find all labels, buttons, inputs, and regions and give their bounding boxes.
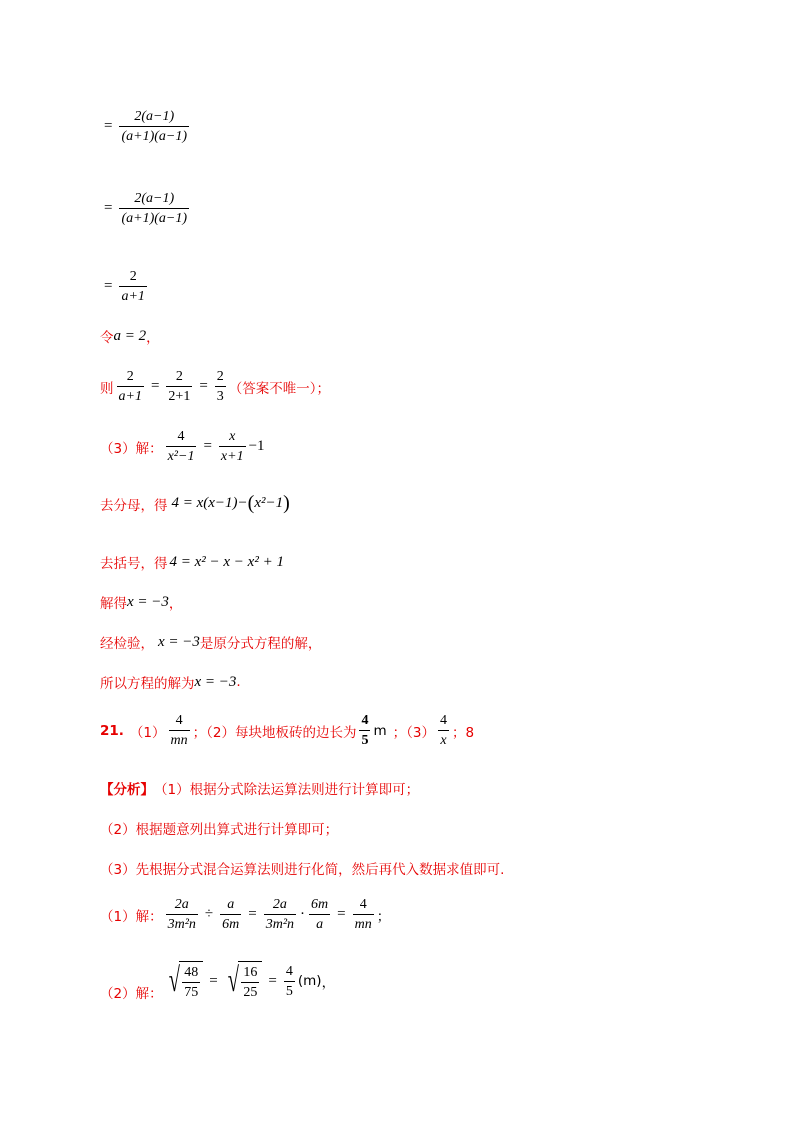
solution-1-line: （1）解： $\frac{2a}{\text{3m²n}}$ ÷ $\frac{a}{6m}$ = $\frac{2a}{\text{3m²n}}$ · $\frac{6m}{a}$ = $\frac{4}{mn}$ ； — [100, 897, 391, 932]
fraction: $\frac{6m}{a}$ — [311, 897, 329, 932]
then-line: 则 $\frac{2}{a+1}$ = $\frac{2}{2+1}$ = $\frac{2}{3}$ （答案不唯一）； — [100, 369, 331, 404]
fraction: $\frac{2}{3}$ — [216, 369, 224, 404]
step-line-3 — [100, 268, 150, 305]
fraction: $\frac{4}{mn}$ — [354, 897, 372, 932]
fraction: $\frac{2(a-1)}{(a+1)(a-1)}$ — [121, 109, 188, 144]
analysis-tag: 【分析】 — [100, 782, 154, 798]
fraction: $\frac{4}{mn}$ — [170, 713, 188, 748]
analysis-line-2: （2）根据题意列出算式进行计算即可； — [100, 822, 339, 838]
step-solve: 解得 x = −3 ， — [100, 593, 183, 612]
step-line-2 — [100, 190, 192, 227]
equals-sign: = — [104, 278, 113, 294]
step-remove-denominator: 去分母，得 4 = x(x−1)− ( x²−1 ) — [100, 492, 290, 514]
fraction: $\frac{4}{5}$ — [285, 963, 293, 999]
step-verify: 经检验， x = −3 是原分式方程的解， — [100, 633, 322, 652]
fraction: $\frac{2a}{\text{3m²n}}$ — [265, 897, 295, 932]
solution-2-line: （2）解： √ $\frac{48}{75}$ = √ $\frac{16}{25}$ = $\frac{4}{5}$ (m) ， — [100, 962, 336, 1002]
fraction: $\frac{2}{2+1}$ — [168, 369, 191, 404]
analysis-line-1: 【分析】 （1）根据分式除法运算法则进行计算即可； — [100, 778, 419, 798]
fraction: $\frac{4}{\text{x²−1}}$ — [167, 429, 195, 464]
analysis-line-3: （3）先根据分式混合运算法则进行化简，然后再代入数据求值即可. — [100, 862, 505, 878]
step-conclusion: 所以方程的解为 x = −3 . — [100, 673, 241, 692]
fraction: $\frac{4}{x}$ — [439, 713, 447, 748]
let-line: 令 a = 2 ， — [100, 327, 160, 346]
answer-note: （答案不唯一）； — [228, 380, 331, 397]
equals-sign: = — [104, 118, 113, 134]
fraction: $\frac{x}{x+1}$ — [220, 429, 244, 464]
fraction: $\frac{a}{6m}$ — [222, 897, 240, 932]
fraction: $\frac{2a}{\text{3m²n}}$ — [167, 897, 196, 932]
part3-equation-line: （3）解： $\frac{4}{\text{x²−1}}$ = $\frac{x}{x+1}$ −1 — [100, 429, 265, 464]
square-root: √ $\frac{48}{75}$ — [165, 961, 204, 1001]
step-remove-brackets: 去括号，得 4 = x² − x − x² + 1 — [100, 553, 284, 572]
question-21-answer: 21. （1） $\frac{4}{mn}$ ；（2）每块地板砖的边长为 $\frac{4}{5}$ m ；（3） $\frac{4}{x}$ ；8 — [100, 713, 475, 748]
square-root: √ $\frac{16}{25}$ — [224, 961, 263, 1001]
fraction: $\frac{2}{a+1}$ — [118, 369, 142, 404]
fraction: $\frac{2}{a+1}$ — [121, 269, 145, 304]
step-line-1 — [100, 108, 192, 145]
fraction: $\frac{2(a-1)}{(a+1)(a-1)}$ — [121, 191, 188, 226]
fraction: $\frac{4}{5}$ — [361, 713, 369, 748]
question-number: 21. — [100, 722, 124, 739]
equals-sign: = — [104, 200, 113, 216]
